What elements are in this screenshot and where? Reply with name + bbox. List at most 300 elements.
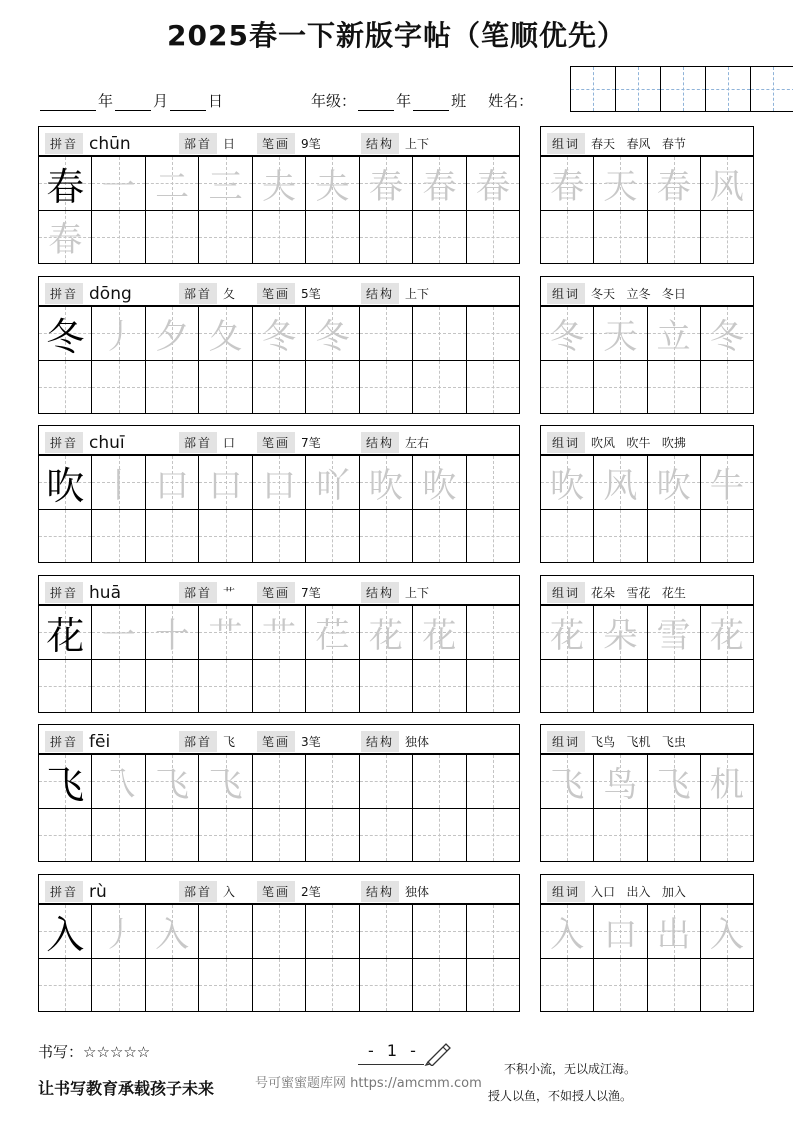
word-practice-panel bbox=[540, 425, 754, 563]
model-character: 吹 bbox=[46, 463, 85, 508]
word-practice-cell[interactable] bbox=[648, 157, 701, 211]
practice-cell[interactable] bbox=[360, 959, 413, 1013]
pinyin-tag: 拼音 bbox=[45, 582, 83, 603]
words-tag: 组词 bbox=[547, 432, 585, 453]
radical-tag: 部首 bbox=[179, 133, 217, 154]
stroke-order-trace: 夂 bbox=[208, 316, 243, 357]
practice-cell[interactable] bbox=[199, 510, 252, 564]
words-info-bar bbox=[540, 425, 754, 455]
model-character: 飞 bbox=[46, 762, 85, 807]
practice-cell[interactable] bbox=[253, 755, 306, 809]
word-practice-panel bbox=[540, 276, 754, 414]
radical-tag: 部首 bbox=[179, 731, 217, 752]
word-practice-cell[interactable] bbox=[648, 905, 701, 959]
radical-tag: 部首 bbox=[179, 881, 217, 902]
word-practice-cell[interactable] bbox=[701, 959, 754, 1013]
words-value: 飞鸟 飞机 飞虫 bbox=[591, 735, 686, 749]
practice-cell[interactable] bbox=[92, 307, 145, 361]
practice-cell[interactable] bbox=[360, 157, 413, 211]
practice-cell[interactable] bbox=[92, 361, 145, 415]
practice-cell[interactable] bbox=[467, 307, 520, 361]
radical-tag: 部首 bbox=[179, 582, 217, 603]
word-grid[interactable] bbox=[540, 156, 754, 264]
practice-cell[interactable] bbox=[306, 307, 359, 361]
stroke-order-trace: 乁 bbox=[101, 764, 136, 805]
name-cell[interactable] bbox=[616, 67, 661, 111]
practice-cell[interactable] bbox=[146, 809, 199, 863]
words-tag: 组词 bbox=[547, 731, 585, 752]
practice-cell[interactable] bbox=[146, 755, 199, 809]
word-practice-cell[interactable] bbox=[701, 361, 754, 415]
stroke-grid[interactable] bbox=[38, 156, 520, 264]
word-practice-cell[interactable] bbox=[594, 809, 647, 863]
practice-cell[interactable] bbox=[92, 959, 145, 1013]
word-practice-cell[interactable] bbox=[648, 606, 701, 660]
strokes-value: 7笔 bbox=[301, 586, 321, 600]
structure-value: 上下 bbox=[405, 287, 430, 301]
practice-cell[interactable] bbox=[467, 905, 520, 959]
stroke-order-trace: 丨 bbox=[101, 465, 136, 506]
practice-cell[interactable] bbox=[413, 606, 466, 660]
pinyin-value: fēi bbox=[89, 731, 111, 752]
grade-blank[interactable] bbox=[358, 96, 394, 111]
words-info-bar bbox=[540, 276, 754, 306]
structure-tag: 结构 bbox=[361, 283, 399, 304]
word-practice-cell[interactable] bbox=[648, 307, 701, 361]
words-info-bar bbox=[540, 126, 754, 156]
practice-cell[interactable] bbox=[39, 361, 92, 415]
structure-tag: 结构 bbox=[361, 432, 399, 453]
practice-cell[interactable] bbox=[146, 606, 199, 660]
practice-cell[interactable] bbox=[39, 307, 92, 361]
stroke-grid[interactable] bbox=[38, 754, 520, 862]
date-class-line bbox=[38, 90, 533, 111]
practice-cell[interactable] bbox=[199, 307, 252, 361]
word-grid[interactable] bbox=[540, 754, 754, 862]
word-practice-cell[interactable] bbox=[594, 456, 647, 510]
practice-cell[interactable] bbox=[199, 660, 252, 714]
stroke-order-trace: 口 bbox=[208, 465, 243, 506]
stroke-order-trace: 丿 bbox=[101, 914, 136, 955]
name-cell[interactable] bbox=[661, 67, 706, 111]
practice-cell[interactable] bbox=[92, 211, 145, 265]
word-practice-cell[interactable] bbox=[541, 606, 594, 660]
practice-cell[interactable] bbox=[306, 456, 359, 510]
practice-cell[interactable] bbox=[360, 606, 413, 660]
practice-cell[interactable] bbox=[253, 959, 306, 1013]
word-practice-cell[interactable] bbox=[594, 157, 647, 211]
structure-tag: 结构 bbox=[361, 731, 399, 752]
word-practice-cell[interactable] bbox=[541, 755, 594, 809]
practice-cell[interactable] bbox=[146, 456, 199, 510]
practice-cell[interactable] bbox=[413, 361, 466, 415]
practice-cell[interactable] bbox=[467, 755, 520, 809]
practice-cell[interactable] bbox=[306, 755, 359, 809]
stroke-practice-panel bbox=[38, 126, 520, 264]
stroke-order-trace: 春 bbox=[422, 166, 457, 207]
structure-value: 独体 bbox=[405, 735, 430, 749]
practice-cell[interactable] bbox=[360, 456, 413, 510]
words-value: 花朵 雪花 花生 bbox=[591, 586, 686, 600]
practice-cell[interactable] bbox=[306, 809, 359, 863]
stroke-order-trace: 飞 bbox=[208, 764, 243, 805]
strokes-value: 9笔 bbox=[301, 137, 321, 151]
pinyin-value: chūn bbox=[89, 133, 131, 154]
practice-cell[interactable] bbox=[39, 606, 92, 660]
practice-cell[interactable] bbox=[467, 959, 520, 1013]
stroke-order-trace: 吖 bbox=[315, 465, 350, 506]
practice-cell[interactable] bbox=[39, 510, 92, 564]
strokes-tag: 笔画 bbox=[257, 133, 295, 154]
practice-cell[interactable] bbox=[253, 660, 306, 714]
words-value: 春天 春风 春节 bbox=[591, 137, 686, 151]
practice-cell[interactable] bbox=[146, 361, 199, 415]
practice-cell[interactable] bbox=[467, 157, 520, 211]
page-number-underline bbox=[358, 1064, 424, 1065]
stroke-order-trace: 夫 bbox=[261, 166, 296, 207]
name-writing-grid[interactable] bbox=[570, 66, 793, 112]
practice-cell[interactable] bbox=[413, 755, 466, 809]
word-practice-cell[interactable] bbox=[594, 361, 647, 415]
word-practice-cell[interactable] bbox=[648, 510, 701, 564]
strokes-value: 3笔 bbox=[301, 735, 321, 749]
practice-cell[interactable] bbox=[360, 905, 413, 959]
word-practice-cell[interactable] bbox=[541, 361, 594, 415]
word-practice-cell[interactable] bbox=[594, 660, 647, 714]
year-blank[interactable] bbox=[40, 96, 96, 111]
radical-value: 日 bbox=[223, 137, 236, 151]
word-practice-cell[interactable] bbox=[541, 157, 594, 211]
word-practice-cell[interactable] bbox=[648, 361, 701, 415]
radical-tag: 部首 bbox=[179, 432, 217, 453]
practice-cell[interactable] bbox=[92, 606, 145, 660]
practice-cell[interactable] bbox=[413, 660, 466, 714]
pinyin-tag: 拼音 bbox=[45, 881, 83, 902]
practice-cell[interactable] bbox=[413, 809, 466, 863]
practice-cell[interactable] bbox=[253, 307, 306, 361]
practice-cell[interactable] bbox=[306, 211, 359, 265]
practice-cell[interactable] bbox=[92, 157, 145, 211]
practice-cell[interactable] bbox=[306, 905, 359, 959]
practice-cell[interactable] bbox=[39, 157, 92, 211]
slogan: 让书写教育承载孩子未来 bbox=[38, 1079, 215, 1098]
word-grid[interactable] bbox=[540, 306, 754, 414]
practice-cell[interactable] bbox=[467, 606, 520, 660]
word-practice-cell[interactable] bbox=[648, 959, 701, 1013]
words-info-bar bbox=[540, 724, 754, 754]
word-trace-character: 朵 bbox=[603, 615, 638, 656]
practice-cell[interactable] bbox=[413, 456, 466, 510]
character-info-bar bbox=[38, 425, 520, 455]
practice-cell[interactable] bbox=[253, 456, 306, 510]
word-practice-cell[interactable] bbox=[701, 606, 754, 660]
practice-cell[interactable] bbox=[199, 959, 252, 1013]
day-label: 日 bbox=[208, 92, 224, 110]
grade-year-label: 年 bbox=[396, 92, 412, 110]
word-practice-cell[interactable] bbox=[701, 456, 754, 510]
practice-cell[interactable] bbox=[253, 361, 306, 415]
character-info-bar bbox=[38, 276, 520, 306]
name-cell[interactable] bbox=[706, 67, 751, 111]
word-practice-cell[interactable] bbox=[541, 905, 594, 959]
practice-cell[interactable] bbox=[413, 905, 466, 959]
practice-cell[interactable] bbox=[413, 307, 466, 361]
practice-cell[interactable] bbox=[467, 660, 520, 714]
stroke-practice-panel bbox=[38, 276, 520, 414]
word-practice-cell[interactable] bbox=[541, 510, 594, 564]
word-practice-cell[interactable] bbox=[594, 959, 647, 1013]
stroke-order-trace: 冬 bbox=[315, 316, 350, 357]
stroke-order-trace: 口 bbox=[155, 465, 190, 506]
practice-cell[interactable] bbox=[39, 755, 92, 809]
practice-cell[interactable] bbox=[92, 660, 145, 714]
practice-cell[interactable] bbox=[360, 809, 413, 863]
practice-cell[interactable] bbox=[306, 660, 359, 714]
words-value: 入口 出入 加入 bbox=[591, 885, 686, 899]
word-practice-cell[interactable] bbox=[594, 606, 647, 660]
practice-cell[interactable] bbox=[146, 157, 199, 211]
practice-cell[interactable] bbox=[199, 755, 252, 809]
month-label: 月 bbox=[153, 92, 169, 110]
word-practice-cell[interactable] bbox=[701, 809, 754, 863]
structure-value: 独体 bbox=[405, 885, 430, 899]
word-practice-cell[interactable] bbox=[648, 809, 701, 863]
word-practice-panel bbox=[540, 126, 754, 264]
word-practice-cell[interactable] bbox=[594, 510, 647, 564]
stroke-order-trace: 冬 bbox=[261, 316, 296, 357]
word-practice-cell[interactable] bbox=[594, 211, 647, 265]
strokes-tag: 笔画 bbox=[257, 731, 295, 752]
practice-cell[interactable] bbox=[39, 660, 92, 714]
practice-cell[interactable] bbox=[306, 361, 359, 415]
practice-cell[interactable] bbox=[360, 307, 413, 361]
practice-cell[interactable] bbox=[360, 361, 413, 415]
stroke-order-trace: 三 bbox=[208, 166, 243, 207]
practice-cell[interactable] bbox=[306, 959, 359, 1013]
word-trace-character: 冬 bbox=[550, 316, 585, 357]
practice-cell[interactable] bbox=[253, 606, 306, 660]
strokes-tag: 笔画 bbox=[257, 582, 295, 603]
word-grid[interactable] bbox=[540, 904, 754, 1012]
practice-cell[interactable] bbox=[253, 157, 306, 211]
name-label: 姓名： bbox=[488, 92, 534, 110]
practice-cell[interactable] bbox=[199, 157, 252, 211]
word-practice-cell[interactable] bbox=[648, 211, 701, 265]
word-practice-cell[interactable] bbox=[541, 456, 594, 510]
word-practice-cell[interactable] bbox=[594, 755, 647, 809]
practice-cell[interactable] bbox=[360, 660, 413, 714]
word-practice-cell[interactable] bbox=[594, 307, 647, 361]
practice-cell[interactable] bbox=[92, 755, 145, 809]
word-practice-cell[interactable] bbox=[648, 456, 701, 510]
character-info-bar bbox=[38, 575, 520, 605]
practice-cell[interactable] bbox=[467, 211, 520, 265]
stroke-grid[interactable] bbox=[38, 455, 520, 563]
word-practice-cell[interactable] bbox=[541, 307, 594, 361]
practice-cell[interactable] bbox=[199, 606, 252, 660]
practice-cell[interactable] bbox=[39, 905, 92, 959]
radical-value: 口 bbox=[223, 436, 236, 450]
strokes-tag: 笔画 bbox=[257, 881, 295, 902]
character-info-bar bbox=[38, 874, 520, 904]
practice-cell[interactable] bbox=[253, 905, 306, 959]
structure-value: 左右 bbox=[405, 436, 430, 450]
word-grid[interactable] bbox=[540, 605, 754, 713]
stroke-grid[interactable] bbox=[38, 904, 520, 1012]
day-blank[interactable] bbox=[170, 96, 206, 111]
word-trace-character: 冬 bbox=[709, 316, 744, 357]
stroke-order-trace: 艹 bbox=[261, 615, 296, 656]
word-practice-cell[interactable] bbox=[701, 510, 754, 564]
stroke-order-trace: 夫 bbox=[315, 166, 350, 207]
pinyin-value: huā bbox=[89, 582, 121, 603]
practice-cell[interactable] bbox=[39, 959, 92, 1013]
strokes-value: 7笔 bbox=[301, 436, 321, 450]
class-blank[interactable] bbox=[413, 96, 449, 111]
word-trace-character: 飞 bbox=[550, 764, 585, 805]
practice-cell[interactable] bbox=[253, 510, 306, 564]
stroke-order-trace: 口 bbox=[261, 465, 296, 506]
practice-cell[interactable] bbox=[146, 660, 199, 714]
page-number: - 1 - bbox=[368, 1041, 420, 1060]
practice-cell[interactable] bbox=[199, 809, 252, 863]
practice-cell[interactable] bbox=[146, 905, 199, 959]
stroke-order-trace: 一 bbox=[101, 615, 136, 656]
word-practice-cell[interactable] bbox=[701, 307, 754, 361]
name-cell[interactable] bbox=[751, 67, 793, 111]
word-practice-cell[interactable] bbox=[701, 755, 754, 809]
practice-cell[interactable] bbox=[92, 809, 145, 863]
stroke-order-trace: 吹 bbox=[368, 465, 403, 506]
stroke-practice-panel bbox=[38, 425, 520, 563]
practice-cell[interactable] bbox=[199, 361, 252, 415]
practice-cell[interactable] bbox=[92, 510, 145, 564]
word-trace-character: 牛 bbox=[709, 465, 744, 506]
practice-cell[interactable] bbox=[467, 456, 520, 510]
practice-cell[interactable] bbox=[253, 211, 306, 265]
word-practice-cell[interactable] bbox=[648, 660, 701, 714]
page-title: 2025春一下新版字帖（笔顺优先） bbox=[167, 19, 626, 52]
practice-cell[interactable] bbox=[467, 510, 520, 564]
practice-cell[interactable] bbox=[467, 809, 520, 863]
word-practice-cell[interactable] bbox=[594, 905, 647, 959]
practice-cell[interactable] bbox=[467, 361, 520, 415]
practice-cell[interactable] bbox=[413, 959, 466, 1013]
model-character: 春 bbox=[46, 164, 85, 209]
words-info-bar bbox=[540, 575, 754, 605]
stroke-order-trace: 春 bbox=[368, 166, 403, 207]
pinyin-tag: 拼音 bbox=[45, 432, 83, 453]
proverb-line-1: 不积小流，无以成江海。 bbox=[504, 1062, 637, 1076]
class-label: 班 bbox=[451, 92, 467, 110]
stroke-practice-panel bbox=[38, 874, 520, 1012]
practice-cell[interactable] bbox=[306, 510, 359, 564]
word-trace-character: 口 bbox=[603, 914, 638, 955]
name-cell[interactable] bbox=[571, 67, 616, 111]
word-practice-panel bbox=[540, 724, 754, 862]
writing-rating: 书写：☆☆☆☆☆ bbox=[38, 1043, 151, 1061]
practice-cell[interactable] bbox=[360, 510, 413, 564]
stroke-order-trace: 十 bbox=[155, 615, 190, 656]
grade-label: 年级： bbox=[311, 92, 357, 110]
watermark-text: 号可蜜蜜题库网 https://amcmm.com bbox=[255, 1076, 482, 1091]
practice-cell[interactable] bbox=[253, 809, 306, 863]
word-practice-cell[interactable] bbox=[648, 755, 701, 809]
practice-cell[interactable] bbox=[146, 307, 199, 361]
stroke-grid[interactable] bbox=[38, 605, 520, 713]
practice-cell[interactable] bbox=[199, 456, 252, 510]
practice-cell[interactable] bbox=[39, 809, 92, 863]
stroke-order-trace: 春 bbox=[475, 166, 510, 207]
word-trace-character: 立 bbox=[656, 316, 691, 357]
practice-cell[interactable] bbox=[92, 456, 145, 510]
word-practice-cell[interactable] bbox=[701, 211, 754, 265]
word-practice-cell[interactable] bbox=[701, 905, 754, 959]
trace-character: 春 bbox=[48, 220, 83, 261]
word-grid[interactable] bbox=[540, 455, 754, 563]
word-trace-character: 飞 bbox=[656, 764, 691, 805]
practice-cell[interactable] bbox=[146, 510, 199, 564]
practice-cell[interactable] bbox=[199, 211, 252, 265]
practice-cell[interactable] bbox=[146, 211, 199, 265]
word-practice-cell[interactable] bbox=[541, 809, 594, 863]
word-trace-character: 鸟 bbox=[603, 764, 638, 805]
practice-cell[interactable] bbox=[413, 211, 466, 265]
word-practice-cell[interactable] bbox=[701, 660, 754, 714]
month-blank[interactable] bbox=[115, 96, 151, 111]
practice-cell[interactable] bbox=[39, 456, 92, 510]
practice-cell[interactable] bbox=[199, 905, 252, 959]
practice-cell[interactable] bbox=[413, 157, 466, 211]
strokes-tag: 笔画 bbox=[257, 283, 295, 304]
structure-tag: 结构 bbox=[361, 582, 399, 603]
model-character: 冬 bbox=[46, 314, 85, 359]
word-trace-character: 入 bbox=[709, 914, 744, 955]
radical-value: 飞 bbox=[223, 735, 236, 749]
radical-tag: 部首 bbox=[179, 283, 217, 304]
word-practice-cell[interactable] bbox=[701, 157, 754, 211]
radical-value: 艹 bbox=[223, 586, 236, 600]
word-trace-character: 风 bbox=[603, 465, 638, 506]
words-tag: 组词 bbox=[547, 582, 585, 603]
word-practice-cell[interactable] bbox=[541, 211, 594, 265]
radical-value: 入 bbox=[223, 885, 236, 899]
practice-cell[interactable] bbox=[413, 510, 466, 564]
stroke-order-trace: 艹 bbox=[208, 615, 243, 656]
practice-cell[interactable] bbox=[39, 211, 92, 265]
structure-value: 上下 bbox=[405, 137, 430, 151]
practice-cell[interactable] bbox=[92, 905, 145, 959]
words-value: 吹风 吹牛 吹拂 bbox=[591, 436, 686, 450]
practice-cell[interactable] bbox=[360, 755, 413, 809]
word-practice-cell[interactable] bbox=[541, 660, 594, 714]
word-trace-character: 入 bbox=[550, 914, 585, 955]
strokes-value: 5笔 bbox=[301, 287, 321, 301]
stroke-order-trace: 一 bbox=[101, 166, 136, 207]
practice-cell[interactable] bbox=[306, 157, 359, 211]
proverb-line-2: 授人以鱼，不如授人以渔。 bbox=[488, 1089, 633, 1103]
stroke-grid[interactable] bbox=[38, 306, 520, 414]
practice-cell[interactable] bbox=[146, 959, 199, 1013]
pinyin-value: chuī bbox=[89, 432, 125, 453]
practice-cell[interactable] bbox=[306, 606, 359, 660]
word-trace-character: 雪 bbox=[656, 615, 691, 656]
word-trace-character: 花 bbox=[550, 615, 585, 656]
words-value: 冬天 立冬 冬日 bbox=[591, 287, 686, 301]
stroke-practice-panel bbox=[38, 575, 520, 713]
word-practice-cell[interactable] bbox=[541, 959, 594, 1013]
practice-cell[interactable] bbox=[360, 211, 413, 265]
